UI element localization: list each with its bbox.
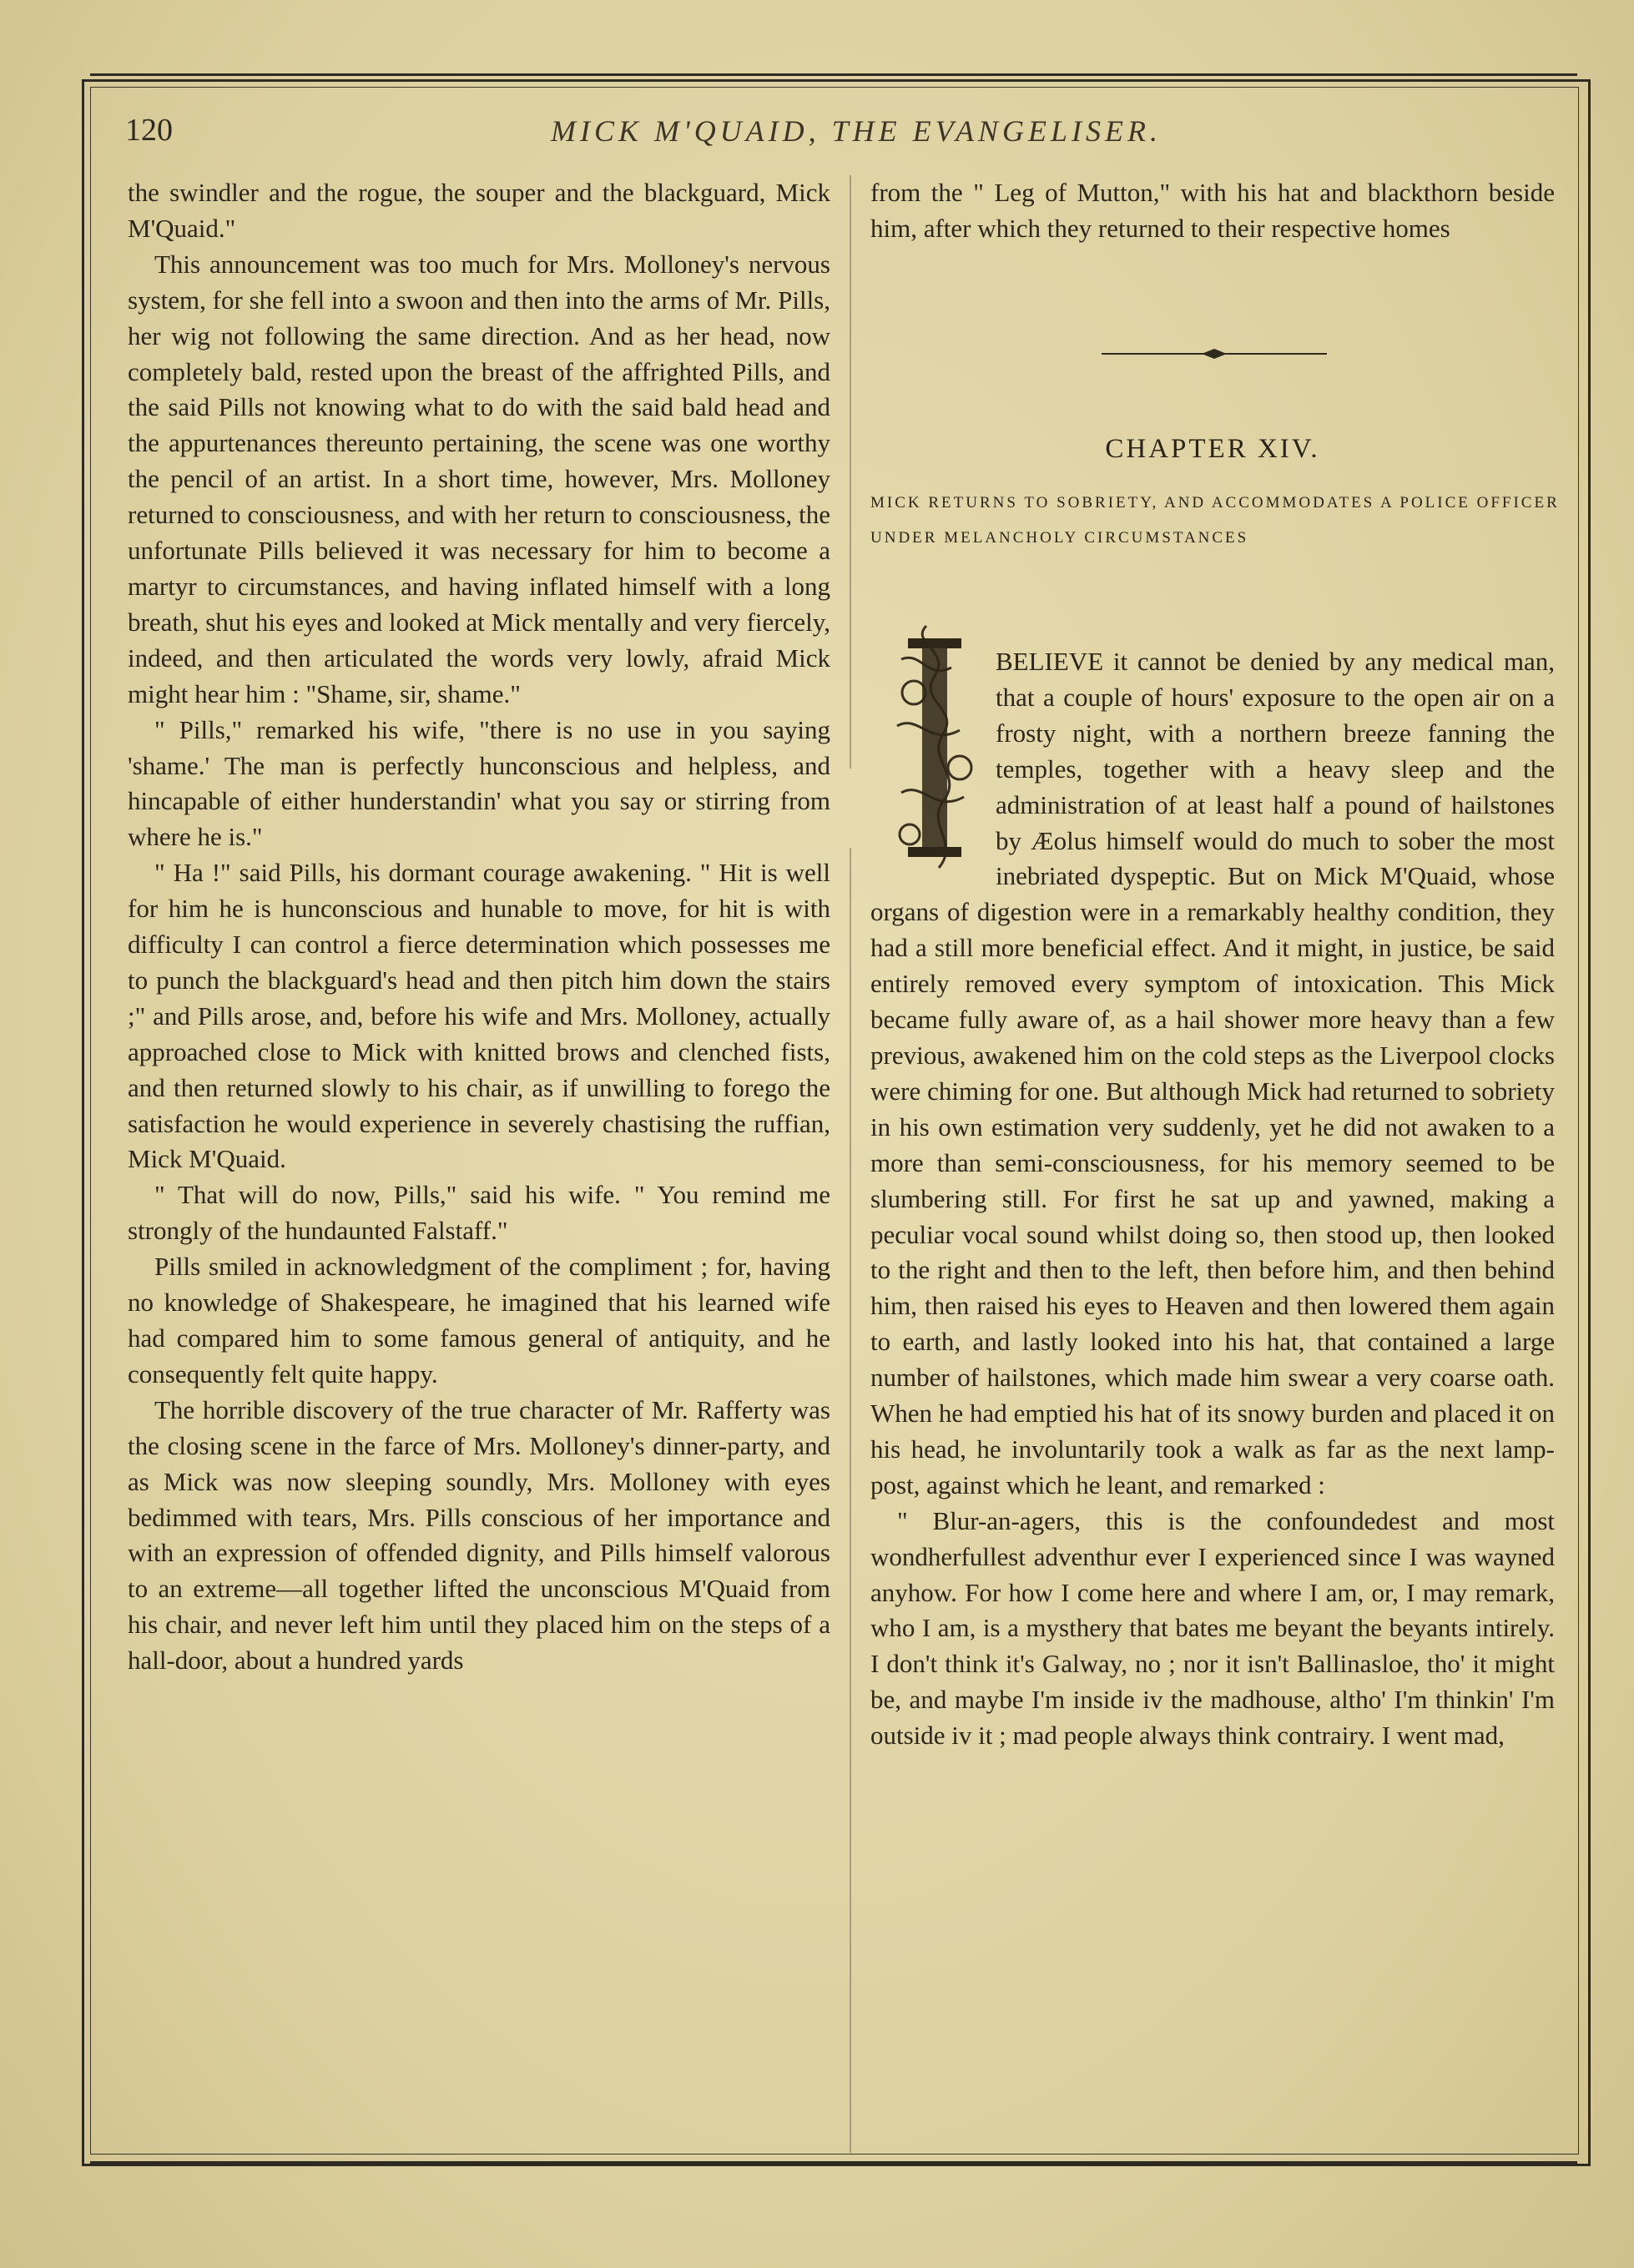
bottom-rule bbox=[90, 2161, 1577, 2164]
page-number: 120 bbox=[125, 113, 173, 148]
chapter-title: CHAPTER XIV. bbox=[1105, 434, 1320, 464]
chapter-summary: MICK RETURNS TO SOBRIETY, AND ACCOMMODATES A POLICE OFFICER UNDER MELANCHOLY CIRCUMSTANCES bbox=[870, 494, 1560, 547]
paragraph: from the " Leg of Mutton," with his hat and blackthorn beside him, after which they returned to their respective homes bbox=[870, 178, 1555, 243]
paragraph: " Blur-an-agers, this is the confoundedest and most wondherfullest adventhur ever I experienced since I was wayned anyhow. For how I come here and where I am, or, I may remark, who I am, is a mysthery that bates me beyant the beyants intirely. I don't think it's Galway, no ; nor it isn't Ballinasloe, tho' it might be, and maybe I'm inside iv the madhouse, altho' I'm thinkin' I'm outside iv it ; mad people always think contrairy. I went mad, bbox=[870, 1505, 1555, 1751]
running-header bbox=[125, 107, 1544, 157]
paragraph: BELIEVE it cannot be denied by any medical man, that a couple of hours' exposure to the open air on a frosty night, with a northern breeze fanning the temples, together with a heavy sleep and the administration of at least half a pound of hailstones by Æolus himself would do much to sober the most inebriated dyspeptic. But on Mick M'Quaid, whose organs of digestion were in a remarkably healthy condition, they had a still more beneficial effect. And it might, in justice, be said entirely removed every symptom of intoxication. This Mick became fully aware of, as a hail shower more heavy than a few previous, awakened him on the cold steps as the Liverpool clocks were chiming for one. But although Mick had returned to sobriety in his own estimation very suddenly, yet he did not awaken to a more than semi-consciousness, for his memory seemed to be slumbering still. For first he sat up and yawned, making a peculiar vocal sound whilst doing so, then stood up, then looked to the right and then to the left, then before him, and then behind him, then raised his eyes to Heaven and then lowered them again to earth, and lastly looked into his hat, that contained a large number of hailstones, which made him swear a very coarse oath. When he had emptied his hat of its snowy burden and placed it on his head, he involuntarily took a walk as far as the next lamp-post, against which he leant, and remarked : bbox=[870, 647, 1555, 1499]
paragraph: " That will do now, Pills," said his wife. " You remind me strongly of the hundaunted Falstaff." bbox=[128, 1180, 830, 1246]
right-column-continuation bbox=[870, 175, 1555, 247]
paragraph: This announcement was too much for Mrs. Molloney's nervous system, for she fell into a swoon and then into the arms of Mr. Pills, her wig not following the same direction. And as her head, now completely bald, rested upon the breast of the affrighted Pills, and the said Pills not knowing what to do with the said bald head and the appurtenances thereunto pertaining, the scene was one worthy the pencil of an artist. In a short time, however, Mrs. Molloney returned to consciousness, and with her return to consciousness, the unfortunate Pills believed it was necessary for him to become a martyr to circumstances, and having inflated himself with a long breath, shut his eyes and looked at Mick mentally and very fiercely, indeed, and then articulated the words very lowly, afraid Mick might hear him : "Shame, sir, shame." bbox=[128, 249, 830, 708]
paragraph: the swindler and the rogue, the souper and the blackguard, Mick M'Quaid." bbox=[128, 178, 830, 243]
chapter-body bbox=[870, 644, 1555, 1754]
top-rule bbox=[90, 73, 1577, 76]
dropcap-space bbox=[870, 644, 996, 895]
left-column bbox=[128, 175, 830, 1679]
running-title: MICK M'QUAID, THE EVANGELISER. bbox=[551, 114, 1162, 148]
paragraph: " Ha !" said Pills, his dormant courage awakening. " Hit is well for him he is hunconscious and hunable to move, for hit is with difficulty I can control a fierce determination which possesses me to punch the blackguard's head and then pitch him down the stairs ;" and Pills arose, and, before his wife and Mrs. Molloney, actually approached close to Mick with knitted brows and clenched fists, and then returned slowly to his chair, as if unwilling to forego the satisfaction he would experience in severely chastising the ruffian, Mick M'Quaid. bbox=[128, 858, 830, 1174]
column-divider bbox=[850, 175, 851, 2153]
section-ornament-divider bbox=[1102, 348, 1327, 360]
paragraph: Pills smiled in acknowledgment of the compliment ; for, having no knowledge of Shakespeare, he imagined that his learned wife had compared him to some famous general of antiquity, and he consequently felt quite happy. bbox=[128, 1252, 830, 1389]
paragraph: The horrible discovery of the true character of Mr. Rafferty was the closing scene in the farce of Mrs. Molloney's dinner-party, and as Mick was now sleeping soundly, Mrs. Molloney with eyes bedimmed with tears, Mrs. Pills conscious of her importance and with an expression of offended dignity, and Pills himself valorous to an extreme—all together lifted the unconscious M'Quaid from his chair, and never left him until they placed him on the steps of a hall-door, about a hundred yards bbox=[128, 1394, 830, 1676]
paragraph: " Pills," remarked his wife, "there is no use in you saying 'shame.' The man is perfectly hunconscious and helpless, and hincapable of either hunderstandin' what you say or stirring from where he is." bbox=[128, 714, 830, 852]
